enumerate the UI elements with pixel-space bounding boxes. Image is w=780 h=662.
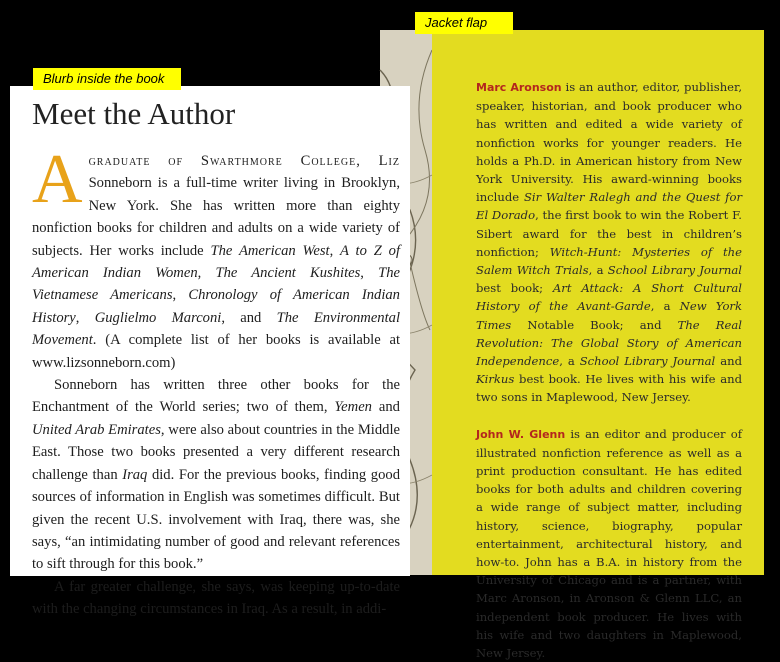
flap-bio-aronson [476,78,742,407]
publication-title: School Library Journal [579,354,716,369]
page-title: Meet the Author [32,96,236,131]
text-run: and [371,399,400,416]
book-title: The Environmental Movement [32,309,401,349]
text-run: did. For the previous books, finding good sources of information in English was sometimes difficult. But given the recent U.S. involvement with Iraq, there was, she says, “an intimidating number of good and relevant references to sift through for this book.” [32,466,400,573]
paragraph-1 [32,141,401,374]
flap-bio-glenn [476,425,742,662]
text-run: , the first book to win the Robert F. Sibert award for the best in children’s nonfiction; [476,208,742,259]
book-title: United Arab Emirates [32,421,161,438]
text-run: , a [559,354,580,369]
publication-title: School Library Journal [607,263,743,278]
text-run: best book. He lives with his wife and two sons in Maplewood, New Jersey. [476,372,742,405]
text-run: , [360,265,379,282]
text-run: and [715,354,742,369]
text-run: Sonneborn is a full-time writer living in Brooklyn, New York. She has written more than eighty nonfiction books for children and adults on a wide variety of subjects. Her works include [32,175,400,259]
text-run: Notable Book; and [511,317,678,332]
label-jacket-flap: Jacket flap [415,12,513,34]
text-run: , [75,309,95,326]
paragraph-2 [32,374,400,576]
book-title: Chronology of American Indian History [32,287,400,326]
book-title: The Real Revolution: The Global Story of American Independence [476,317,742,369]
text-run: , a [588,263,608,278]
text-run: graduate of Swarthmore College, Liz [88,153,400,169]
text-run: . (A complete list of her books is available at www.lizsonneborn.com) [32,332,400,371]
drop-cap: A [32,141,83,218]
text-run: best book; [476,281,553,296]
book-title: The American West [210,242,330,259]
book-title: The Vietnamese Americans [32,265,400,304]
publication-title: New York Times [476,299,742,332]
jacket-flap [432,30,764,661]
publication-title: Kirkus [476,372,515,387]
text-run: is an editor and producer of illustrated nonfiction reference as well as a print production consultant. He has edited books for both adults and children covering a wide range of subject matter, including history, science, biography, popular entertainment, architectural history, and how-to. John has a B.A. in history from the University of Chicago and is a partner, with Marc Aronson, in Aronson & Glenn LLC, an independent book producer. He lives with his wife and two daughters in Maplewood, New Jersey. [476,426,742,661]
book-page [10,86,410,618]
book-title: Yemen [334,399,372,416]
text-run: , a [650,299,680,314]
book-title: Guglielmo Marconi [94,309,222,326]
book-title: A to Z of American Indian Women [32,242,401,282]
text-run: , were also about countries in the Middle East. Those two books presented a very different research challenge than [32,421,400,483]
text-run: is an author, editor, publisher, speaker, historian, and book producer who has written and edited a wide variety of nonfiction works for younger readers. He holds a Ph.D. in American history from New York University. His award-winning books include [476,80,743,205]
book-title: Witch-Hunt: Mysteries of the Salem Witch Trials [476,244,742,278]
text-run: , [197,265,216,282]
text-run: , and [221,309,277,326]
label-blurb: Blurb inside the book [33,68,181,90]
book-title: Art Attack: A Short Cultural History of the Avant-Garde [476,281,742,314]
author-name-glenn: John W. Glenn [476,427,566,441]
book-title: The Ancient Kushites [215,265,361,282]
text-run: Sonneborn has written three other books for the Enchantment of the World series; two of them, [32,377,400,416]
paragraph-3: A far greater challenge, she says, was keeping up-to-date with the changing circumstances in Iraq. As a result, in addi- [32,578,400,618]
text-run: , [172,287,189,304]
book-title: Iraq [122,466,148,483]
text-run: , [329,242,341,259]
page-body [32,141,401,621]
author-name-aronson: Marc Aronson [476,81,562,94]
book-title: Sir Walter Ralegh and the Quest for El Dorado [476,190,742,223]
